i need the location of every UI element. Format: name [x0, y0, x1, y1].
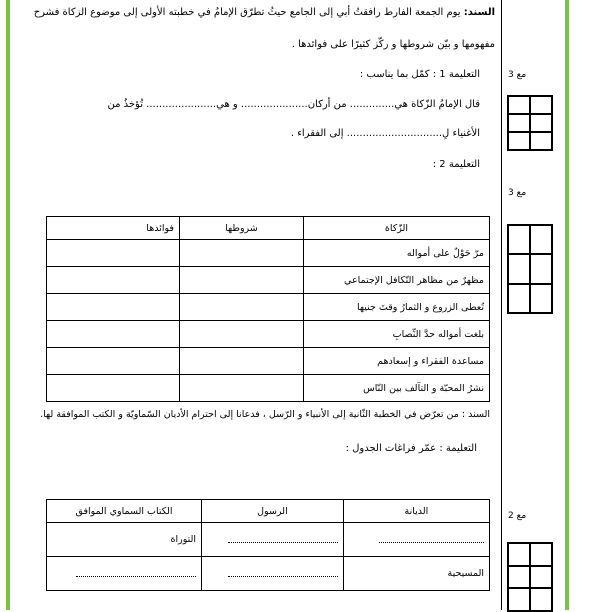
header-holy-book: الكتاب السماوي الموافق: [47, 500, 202, 523]
task-1-fill-line-2: [291, 127, 480, 140]
header-religion: الديانة: [343, 500, 489, 523]
religions-table: [46, 499, 490, 591]
religion-cell[interactable]: [343, 523, 489, 557]
blank-4[interactable]: ..............................: [346, 128, 443, 139]
header-zakat: الزّكاة: [303, 217, 489, 240]
blank-2[interactable]: .....................: [240, 99, 308, 110]
fill-text-1b: من أركان: [307, 99, 347, 110]
religion-cell: المسيحية: [343, 557, 489, 591]
zakat-item: نشرُ المحبّة و التآلف بين النّاس: [303, 375, 489, 402]
zakat-item: مساعدة الفقراء و إسعادهم: [303, 348, 489, 375]
conditions-cell[interactable]: [179, 294, 303, 321]
conditions-cell[interactable]: [179, 375, 303, 402]
grade-box-3[interactable]: [507, 542, 553, 612]
zakat-item: تُعطى الزروع و الثمارُ وقتَ جنيها: [303, 294, 489, 321]
benefits-cell[interactable]: [47, 267, 180, 294]
grade-label-2: مع 3: [508, 188, 527, 198]
grade-label-1: مع 3: [508, 70, 527, 80]
situation-1-label: السند:: [463, 7, 495, 18]
fill-text-2b: إلى الفقراء .: [290, 128, 344, 139]
holy-book-cell[interactable]: [47, 557, 202, 591]
table-row: [47, 267, 490, 294]
task-2-label: التعليمة 2 :: [432, 159, 480, 170]
messenger-cell[interactable]: [202, 557, 344, 591]
right-green-border: [565, 0, 569, 610]
conditions-cell[interactable]: [179, 267, 303, 294]
table-row: [47, 348, 490, 375]
fill-text-1d: تُؤخذُ من: [107, 99, 143, 110]
header-messenger: الرسول: [202, 500, 344, 523]
religions-table-header: [47, 500, 490, 523]
task-1-fill-line-1: [107, 98, 480, 111]
table-row: [47, 557, 490, 591]
situation-1-line-1: [34, 6, 495, 19]
situation-2: [40, 408, 490, 421]
benefits-cell[interactable]: [47, 294, 180, 321]
zakat-item: مظهرٌ من مظاهر التّكافل الإجتماعي: [303, 267, 489, 294]
zakat-table: [46, 216, 490, 402]
grading-column-divider: [501, 0, 502, 610]
table-row: [47, 375, 490, 402]
blank-1[interactable]: ..............: [349, 99, 395, 110]
task-3-heading: [346, 442, 477, 455]
messenger-cell[interactable]: [202, 523, 344, 557]
zakat-item: مرّ حَوْلٌ على أمواله: [303, 240, 489, 267]
benefits-cell[interactable]: [47, 321, 180, 348]
fill-text-1a: قال الإمامُ الزّكاة هي: [394, 99, 480, 110]
situation-2-label: السند :: [461, 409, 490, 420]
task-1-heading: [360, 68, 480, 81]
table-row: [47, 294, 490, 321]
conditions-cell[interactable]: [179, 240, 303, 267]
benefits-cell[interactable]: [47, 348, 180, 375]
table-row: [47, 240, 490, 267]
task-1-label: التعليمة 1 :: [432, 69, 480, 80]
benefits-cell[interactable]: [47, 240, 180, 267]
task-3-text: عمّر فراغات الجدول :: [345, 443, 437, 454]
table-row: [47, 523, 490, 557]
conditions-cell[interactable]: [179, 321, 303, 348]
table-row: [47, 321, 490, 348]
left-green-border: [6, 0, 10, 610]
header-benefits: فوائدها: [47, 217, 180, 240]
situation-1-line-2: مفهومها و بيّن شروطها و ركّز كثيرًا على فوائدها .: [291, 39, 495, 50]
task-3-label: التعليمة :: [439, 443, 477, 454]
situation-1-text-1: يوم الجمعة الفارط رافقتُ أبي إلى الجامع حيثُ تطرّق الإمامُ في خطبته الأولى إلى موضوع الزكاة فشرح: [33, 7, 461, 18]
conditions-cell[interactable]: [179, 348, 303, 375]
holy-book-cell: التوراة: [47, 523, 202, 557]
zakat-table-header: [47, 217, 490, 240]
header-conditions: شروطها: [179, 217, 303, 240]
benefits-cell[interactable]: [47, 375, 180, 402]
grade-label-3: مع 2: [508, 511, 527, 521]
fill-text-1c: و هي: [216, 99, 238, 110]
grade-box-1[interactable]: [507, 95, 553, 151]
zakat-item: بلغت أمواله حدَّ النِّصابِ: [303, 321, 489, 348]
fill-text-2a: الأغنياء لِ: [442, 128, 480, 139]
situation-2-text: من تعرّض في الخطبة الثّانية إلى الأنبياء و الرّسل ، فدعانا إلى احترام الأديان السّماويّة و الكتب الموافقة لها.: [40, 409, 459, 420]
task-1-text: كمّل بما يناسب :: [359, 69, 430, 80]
blank-3[interactable]: ......................: [146, 99, 217, 110]
grade-box-2[interactable]: [507, 224, 553, 314]
